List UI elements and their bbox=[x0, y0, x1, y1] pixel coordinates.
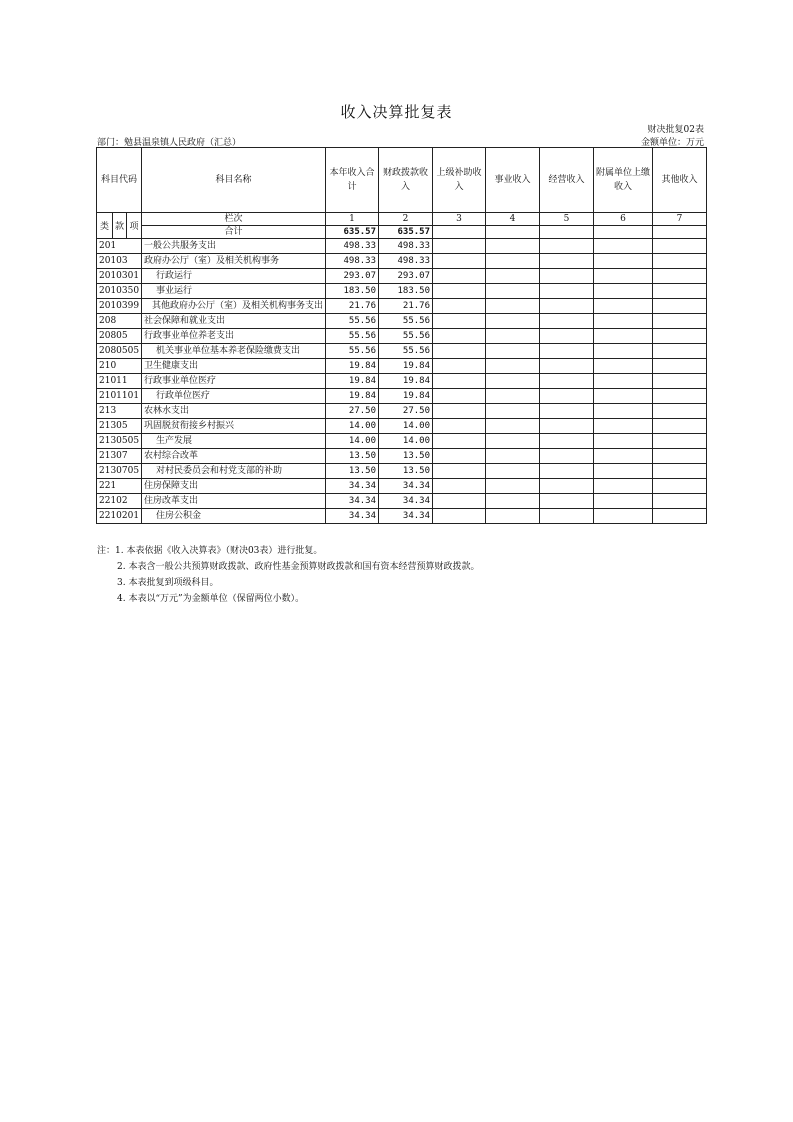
empty-cell bbox=[540, 419, 594, 434]
total-income-value: 14.00 bbox=[326, 434, 379, 449]
fiscal-allocation-value: 34.34 bbox=[379, 494, 433, 509]
empty-cell bbox=[594, 239, 653, 254]
empty-cell bbox=[594, 314, 653, 329]
table-row bbox=[97, 269, 707, 284]
header-operating-income: 经营收入 bbox=[540, 148, 594, 213]
empty-cell bbox=[486, 464, 540, 479]
empty-cell bbox=[653, 404, 707, 419]
notes bbox=[97, 543, 479, 607]
subject-code: 2080505 bbox=[97, 344, 142, 359]
note-line: 3. 本表批复到项级科目。 bbox=[117, 578, 219, 588]
total-income-value: 498.33 bbox=[326, 254, 379, 269]
empty-cell bbox=[433, 359, 486, 374]
total-income-value: 34.34 bbox=[326, 509, 379, 524]
empty-cell bbox=[594, 299, 653, 314]
empty-cell bbox=[486, 254, 540, 269]
empty-cell bbox=[653, 494, 707, 509]
empty-cell bbox=[486, 374, 540, 389]
empty-cell bbox=[486, 449, 540, 464]
empty-cell bbox=[433, 449, 486, 464]
note-line: 注：1. 本表依据《收入决算表》（财决03表）进行批复。 bbox=[97, 546, 323, 556]
subject-code: 201 bbox=[97, 239, 142, 254]
subject-name: 其他政府办公厅（室）及相关机构事务支出 bbox=[142, 299, 326, 314]
subject-name: 住房保障支出 bbox=[142, 479, 326, 494]
table-row bbox=[97, 404, 707, 419]
empty-cell bbox=[540, 359, 594, 374]
empty-cell bbox=[540, 389, 594, 404]
empty-cell bbox=[540, 284, 594, 299]
column-number: 6 bbox=[594, 213, 653, 226]
empty-cell bbox=[594, 389, 653, 404]
subject-name: 事业运行 bbox=[142, 284, 326, 299]
total-income-value: 34.34 bbox=[326, 479, 379, 494]
subject-code: 2130705 bbox=[97, 464, 142, 479]
table-row bbox=[97, 299, 707, 314]
subject-name: 政府办公厅（室）及相关机构事务 bbox=[142, 254, 326, 269]
empty-cell bbox=[594, 269, 653, 284]
table-row bbox=[97, 419, 707, 434]
empty-cell bbox=[433, 239, 486, 254]
note-line: 4. 本表以“万元”为金额单位（保留两位小数）。 bbox=[117, 594, 305, 604]
table-row bbox=[97, 314, 707, 329]
subject-name: 社会保障和就业支出 bbox=[142, 314, 326, 329]
empty-cell bbox=[540, 509, 594, 524]
subject-code: 21307 bbox=[97, 449, 142, 464]
empty-cell bbox=[540, 226, 594, 239]
subject-name: 住房改革支出 bbox=[142, 494, 326, 509]
subject-name: 行政单位医疗 bbox=[142, 389, 326, 404]
empty-cell bbox=[540, 254, 594, 269]
header-subject-code: 科目代码 bbox=[97, 148, 142, 213]
empty-cell bbox=[486, 404, 540, 419]
subject-code: 210 bbox=[97, 359, 142, 374]
empty-cell bbox=[433, 226, 486, 239]
total-income-value: 13.50 bbox=[326, 449, 379, 464]
fiscal-allocation-value: 293.07 bbox=[379, 269, 433, 284]
subject-code: 2010350 bbox=[97, 284, 142, 299]
empty-cell bbox=[653, 329, 707, 344]
header-business-income: 事业收入 bbox=[486, 148, 540, 213]
fiscal-allocation-value: 14.00 bbox=[379, 434, 433, 449]
header-affiliated-income: 附属单位上缴收入 bbox=[594, 148, 653, 213]
subject-code: 2010399 bbox=[97, 299, 142, 314]
empty-cell bbox=[433, 419, 486, 434]
total-fiscal-value: 635.57 bbox=[379, 226, 433, 239]
subject-code: 20805 bbox=[97, 329, 142, 344]
subject-name: 生产发展 bbox=[142, 434, 326, 449]
empty-cell bbox=[594, 449, 653, 464]
empty-cell bbox=[540, 269, 594, 284]
fiscal-allocation-value: 183.50 bbox=[379, 284, 433, 299]
empty-cell bbox=[653, 374, 707, 389]
table-row bbox=[97, 389, 707, 404]
empty-cell bbox=[540, 239, 594, 254]
empty-cell bbox=[594, 359, 653, 374]
empty-cell bbox=[486, 494, 540, 509]
empty-cell bbox=[594, 479, 653, 494]
column-number: 2 bbox=[379, 213, 433, 226]
fiscal-allocation-value: 55.56 bbox=[379, 344, 433, 359]
header-kuan: 款 bbox=[113, 213, 127, 239]
empty-cell bbox=[653, 419, 707, 434]
fiscal-allocation-value: 13.50 bbox=[379, 449, 433, 464]
table-row bbox=[97, 464, 707, 479]
table-row bbox=[97, 359, 707, 374]
total-income-value: 21.76 bbox=[326, 299, 379, 314]
empty-cell bbox=[594, 434, 653, 449]
subject-code: 21305 bbox=[97, 419, 142, 434]
subject-name: 巩固脱贫衔接乡村振兴 bbox=[142, 419, 326, 434]
subject-name: 行政运行 bbox=[142, 269, 326, 284]
subject-name: 行政事业单位医疗 bbox=[142, 374, 326, 389]
total-income-value: 293.07 bbox=[326, 269, 379, 284]
fiscal-allocation-value: 13.50 bbox=[379, 464, 433, 479]
empty-cell bbox=[540, 434, 594, 449]
header-superior-subsidy: 上级补助收入 bbox=[433, 148, 486, 213]
fiscal-allocation-value: 21.76 bbox=[379, 299, 433, 314]
subject-code: 221 bbox=[97, 479, 142, 494]
header-other-income: 其他收入 bbox=[653, 148, 707, 213]
fiscal-allocation-value: 14.00 bbox=[379, 419, 433, 434]
empty-cell bbox=[433, 479, 486, 494]
empty-cell bbox=[486, 314, 540, 329]
subject-code: 2130505 bbox=[97, 434, 142, 449]
empty-cell bbox=[540, 329, 594, 344]
empty-cell bbox=[433, 494, 486, 509]
empty-cell bbox=[594, 374, 653, 389]
empty-cell bbox=[433, 254, 486, 269]
subject-code: 208 bbox=[97, 314, 142, 329]
table-row bbox=[97, 374, 707, 389]
column-index-label: 栏次 bbox=[142, 213, 326, 226]
empty-cell bbox=[540, 344, 594, 359]
table-row bbox=[97, 509, 707, 524]
empty-cell bbox=[486, 299, 540, 314]
fiscal-allocation-value: 498.33 bbox=[379, 254, 433, 269]
total-income-value: 27.50 bbox=[326, 404, 379, 419]
empty-cell bbox=[594, 464, 653, 479]
empty-cell bbox=[594, 509, 653, 524]
empty-cell bbox=[594, 329, 653, 344]
empty-cell bbox=[486, 239, 540, 254]
empty-cell bbox=[594, 254, 653, 269]
subject-code: 2010301 bbox=[97, 269, 142, 284]
subject-name: 行政事业单位养老支出 bbox=[142, 329, 326, 344]
empty-cell bbox=[653, 344, 707, 359]
empty-cell bbox=[433, 344, 486, 359]
fiscal-allocation-value: 498.33 bbox=[379, 239, 433, 254]
empty-cell bbox=[653, 509, 707, 524]
header-xiang: 项 bbox=[127, 213, 142, 239]
income-approval-table bbox=[96, 147, 707, 524]
empty-cell bbox=[433, 374, 486, 389]
subject-code: 2101101 bbox=[97, 389, 142, 404]
empty-cell bbox=[486, 479, 540, 494]
subject-code: 20103 bbox=[97, 254, 142, 269]
empty-cell bbox=[486, 329, 540, 344]
total-income-value: 19.84 bbox=[326, 389, 379, 404]
unit-label: 金额单位：万元 bbox=[640, 138, 704, 148]
subject-code: 21011 bbox=[97, 374, 142, 389]
fiscal-allocation-value: 27.50 bbox=[379, 404, 433, 419]
empty-cell bbox=[433, 329, 486, 344]
empty-cell bbox=[653, 226, 707, 239]
total-income-value: 55.56 bbox=[326, 329, 379, 344]
empty-cell bbox=[540, 464, 594, 479]
subject-name: 农林水支出 bbox=[142, 404, 326, 419]
table-row bbox=[97, 239, 707, 254]
empty-cell bbox=[653, 254, 707, 269]
column-number: 7 bbox=[653, 213, 707, 226]
total-income-value: 34.34 bbox=[326, 494, 379, 509]
empty-cell bbox=[540, 374, 594, 389]
subject-name: 卫生健康支出 bbox=[142, 359, 326, 374]
empty-cell bbox=[540, 404, 594, 419]
total-income-value: 19.84 bbox=[326, 359, 379, 374]
total-income-value: 183.50 bbox=[326, 284, 379, 299]
empty-cell bbox=[486, 389, 540, 404]
subject-name: 农村综合改革 bbox=[142, 449, 326, 464]
header-fiscal-allocation: 财政拨款收入 bbox=[379, 148, 433, 213]
empty-cell bbox=[486, 269, 540, 284]
table-row bbox=[97, 494, 707, 509]
note-line: 2. 本表含一般公共预算财政拨款、政府性基金预算财政拨款和国有资本经营预算财政拨款。 bbox=[117, 562, 480, 572]
fiscal-allocation-value: 19.84 bbox=[379, 359, 433, 374]
empty-cell bbox=[486, 509, 540, 524]
empty-cell bbox=[433, 389, 486, 404]
total-income-value: 55.56 bbox=[326, 344, 379, 359]
empty-cell bbox=[540, 314, 594, 329]
empty-cell bbox=[653, 464, 707, 479]
subject-code: 2210201 bbox=[97, 509, 142, 524]
empty-cell bbox=[653, 389, 707, 404]
header-total-income: 本年收入合计 bbox=[326, 148, 379, 213]
empty-cell bbox=[486, 284, 540, 299]
column-number: 1 bbox=[326, 213, 379, 226]
table-row bbox=[97, 329, 707, 344]
empty-cell bbox=[594, 419, 653, 434]
empty-cell bbox=[653, 269, 707, 284]
total-income-value: 55.56 bbox=[326, 314, 379, 329]
empty-cell bbox=[486, 344, 540, 359]
empty-cell bbox=[653, 434, 707, 449]
total-income-value: 14.00 bbox=[326, 419, 379, 434]
fiscal-allocation-value: 55.56 bbox=[379, 329, 433, 344]
total-income-value: 13.50 bbox=[326, 464, 379, 479]
total-label: 合计 bbox=[142, 226, 326, 239]
empty-cell bbox=[594, 284, 653, 299]
empty-cell bbox=[653, 314, 707, 329]
empty-cell bbox=[486, 434, 540, 449]
table-row bbox=[97, 434, 707, 449]
total-income-value: 19.84 bbox=[326, 374, 379, 389]
subject-name: 机关事业单位基本养老保险缴费支出 bbox=[142, 344, 326, 359]
fiscal-allocation-value: 55.56 bbox=[379, 314, 433, 329]
total-income-value: 498.33 bbox=[326, 239, 379, 254]
column-number: 4 bbox=[486, 213, 540, 226]
empty-cell bbox=[486, 226, 540, 239]
empty-cell bbox=[433, 269, 486, 284]
empty-cell bbox=[653, 479, 707, 494]
fiscal-allocation-value: 19.84 bbox=[379, 374, 433, 389]
empty-cell bbox=[653, 449, 707, 464]
column-number: 3 bbox=[433, 213, 486, 226]
form-code: 财决批复02表 bbox=[647, 125, 704, 135]
table-row bbox=[97, 449, 707, 464]
department-label: 部门：勉县温泉镇人民政府（汇总） bbox=[97, 138, 242, 148]
empty-cell bbox=[653, 299, 707, 314]
empty-cell bbox=[433, 434, 486, 449]
empty-cell bbox=[433, 314, 486, 329]
empty-cell bbox=[594, 404, 653, 419]
subject-code: 22102 bbox=[97, 494, 142, 509]
empty-cell bbox=[433, 404, 486, 419]
table-row bbox=[97, 479, 707, 494]
empty-cell bbox=[486, 419, 540, 434]
empty-cell bbox=[594, 226, 653, 239]
empty-cell bbox=[540, 299, 594, 314]
table-row bbox=[97, 344, 707, 359]
empty-cell bbox=[540, 479, 594, 494]
subject-code: 213 bbox=[97, 404, 142, 419]
subject-name: 对村民委员会和村党支部的补助 bbox=[142, 464, 326, 479]
total-income-value: 635.57 bbox=[326, 226, 379, 239]
header-lei: 类 bbox=[97, 213, 113, 239]
empty-cell bbox=[653, 359, 707, 374]
empty-cell bbox=[433, 299, 486, 314]
empty-cell bbox=[433, 509, 486, 524]
header-subject-name: 科目名称 bbox=[142, 148, 326, 213]
column-number: 5 bbox=[540, 213, 594, 226]
empty-cell bbox=[594, 344, 653, 359]
fiscal-allocation-value: 34.34 bbox=[379, 479, 433, 494]
empty-cell bbox=[540, 449, 594, 464]
subject-name: 住房公积金 bbox=[142, 509, 326, 524]
empty-cell bbox=[540, 494, 594, 509]
empty-cell bbox=[653, 284, 707, 299]
table-row bbox=[97, 254, 707, 269]
empty-cell bbox=[486, 359, 540, 374]
empty-cell bbox=[594, 494, 653, 509]
fiscal-allocation-value: 34.34 bbox=[379, 509, 433, 524]
empty-cell bbox=[433, 464, 486, 479]
page-title: 收入决算批复表 bbox=[340, 103, 453, 121]
empty-cell bbox=[433, 284, 486, 299]
fiscal-allocation-value: 19.84 bbox=[379, 389, 433, 404]
table-row bbox=[97, 284, 707, 299]
subject-name: 一般公共服务支出 bbox=[142, 239, 326, 254]
empty-cell bbox=[653, 239, 707, 254]
